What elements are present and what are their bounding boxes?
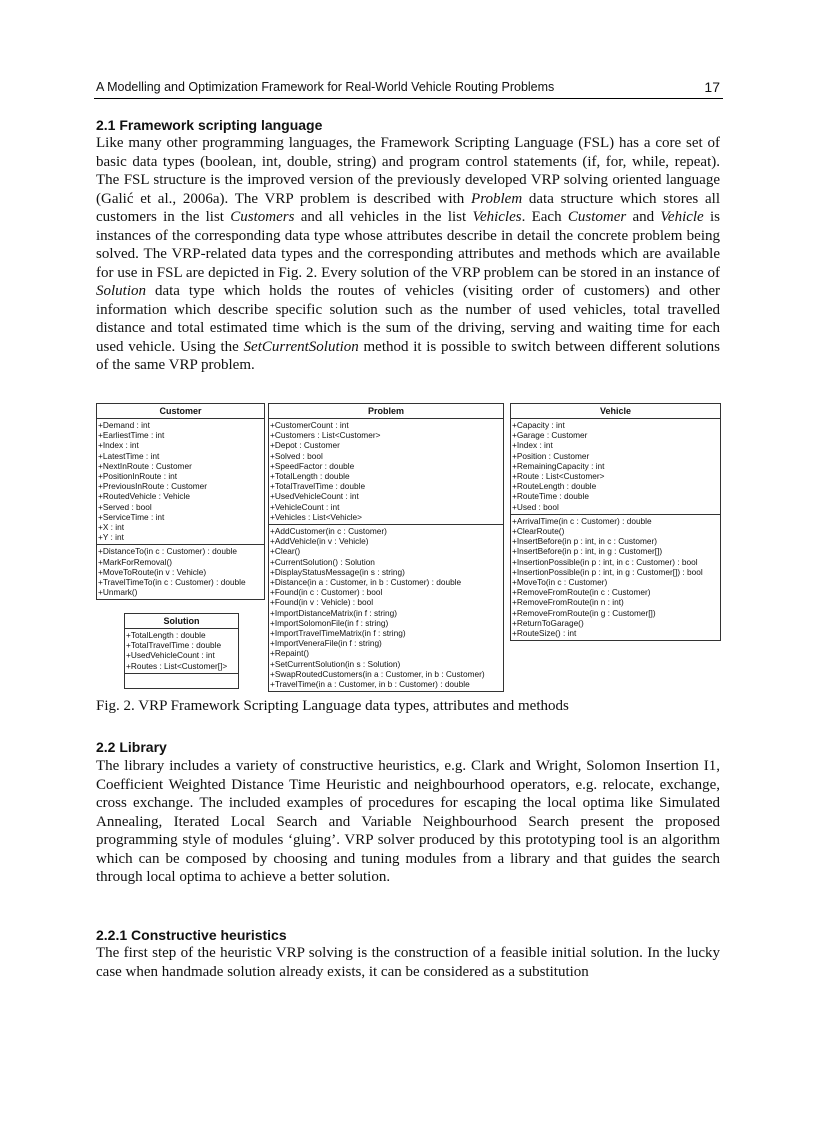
method: +AddVehicle(in v : Vehicle) — [270, 536, 369, 547]
method: +ImportSolomonFile(in f : string) — [270, 617, 389, 628]
text-run: The library includes a variety of constructive heuristics, e.g. Clark and Wright, Solomon Insertion I1, Coefficient Weighted Distance Time Heuristic and neighbourhood operators, e.g. relocate, exchange, cross exchange. The included examples of procedures for escaping the local optima like Simulated Annealing, Iterated Local Search and Variable Neighbourhood Search present the proposed programming style of modules ‘gluing’. VRP solver produced by this prototyping tool is an algorithm which can be composed by choosing and tuning modules from a library and that guides the search through local optima to achieve a better solution. — [96, 758, 720, 885]
method: +Clear() — [270, 546, 301, 557]
header-title: A Modelling and Optimization Framework for Real-World Vehicle Routing Problems — [96, 80, 555, 94]
method: +SetCurrentSolution(in s : Solution) — [270, 658, 401, 669]
italic-term: Solution — [96, 283, 147, 299]
attribute: +Capacity : int — [512, 420, 565, 430]
class-name: Customer — [97, 404, 264, 419]
class-attributes — [97, 419, 264, 545]
method: +RouteSize() : int — [512, 628, 577, 639]
attribute: +Route : List<Customer> — [512, 471, 605, 482]
class-methods — [269, 525, 503, 691]
method: +RemoveFromRoute(in n : int) — [512, 597, 624, 608]
class-methods — [511, 515, 720, 640]
method: +CurrentSolution() : Solution — [270, 556, 375, 567]
italic-term: Customers — [230, 209, 295, 225]
method: +ImportVeneraFile(in f : string) — [270, 638, 382, 649]
method: +InsertionPossible(in p : int, in g : Customer[]) : bool — [512, 566, 703, 577]
paragraph-library — [96, 757, 720, 887]
class-box-solution — [124, 613, 239, 689]
method: +Found(in v : Vehicle) : bool — [270, 597, 374, 608]
italic-term: SetCurrentSolution — [243, 338, 359, 355]
method: +Found(in c : Customer) : bool — [270, 587, 383, 598]
attribute: +TotalLength : double — [126, 630, 206, 640]
text-run: is instances of the corresponding data type whose attributes describe in detail the concrete problem being solved. The VRP-related data types and the corresponding attributes and methods which are available for use in FSL are depicted in Fig. 2. Every solution of the VRP problem can be stored in an instance of — [96, 209, 720, 281]
section-heading-2-2-1: 2.2.1 Constructive heuristics — [96, 927, 287, 943]
attribute: +TotalLength : double — [270, 471, 350, 482]
attribute: +RoutedVehicle : Vehicle — [98, 491, 191, 502]
paragraph-fsl — [96, 134, 720, 375]
method: +DisplayStatusMessage(in s : string) — [270, 566, 405, 577]
class-name: Vehicle — [511, 404, 720, 419]
attribute: +PositionInRoute : int — [98, 471, 178, 482]
attribute: +RouteTime : double — [512, 491, 589, 502]
paragraph-constructive — [96, 944, 720, 981]
class-name: Problem — [269, 404, 503, 419]
class-attributes — [269, 419, 503, 525]
italic-term: Problem — [471, 190, 523, 207]
attribute: +Customers : List<Customer> — [270, 430, 381, 441]
italic-term: Vehicles — [472, 209, 522, 225]
attribute: +CustomerCount : int — [270, 420, 349, 430]
method: +ImportDistanceMatrix(in f : string) — [270, 607, 398, 618]
attribute: +Solved : bool — [270, 450, 323, 461]
class-methods — [125, 674, 238, 688]
class-attributes — [511, 419, 720, 515]
running-header — [96, 80, 722, 94]
class-box-customer — [96, 403, 265, 600]
attribute: +SpeedFactor : double — [270, 460, 355, 471]
attribute: +Routes : List<Customer[]> — [126, 660, 228, 671]
attribute: +RouteLength : double — [512, 481, 597, 492]
text-run: The first step of the heuristic VRP solving is the construction of a feasible initial solution. In the lucky case when handmade solution already exists, it can be considered as a substitution — [96, 945, 720, 980]
section-heading-2-1: 2.1 Framework scripting language — [96, 117, 323, 133]
attribute: +PreviousInRoute : Customer — [98, 481, 208, 492]
attribute: +Index : int — [512, 440, 553, 451]
attribute: +NextInRoute : Customer — [98, 460, 192, 471]
italic-term: Vehicle — [660, 209, 704, 225]
attribute: +X : int — [98, 522, 125, 533]
page-number: 17 — [704, 79, 720, 95]
method: +MoveTo(in c : Customer) — [512, 577, 608, 588]
text-run: and — [626, 209, 661, 225]
attribute: +Demand : int — [98, 420, 150, 430]
header-rule — [94, 98, 723, 99]
text-run: . Each — [521, 209, 568, 225]
attribute: +UsedVehicleCount : int — [126, 650, 215, 661]
attribute: +Served : bool — [98, 501, 152, 512]
method: +TravelTime(in a : Customer, in b : Customer) : double — [270, 679, 470, 690]
attribute: +Depot : Customer — [270, 440, 340, 451]
class-box-problem — [268, 403, 504, 692]
attribute: +Used : bool — [512, 501, 559, 512]
method: +SwapRoutedCustomers(in a : Customer, in b : Customer) — [270, 668, 485, 679]
class-methods — [97, 545, 264, 599]
attribute: +VehicleCount : int — [270, 501, 340, 512]
method: +Unmark() — [98, 587, 138, 598]
attribute: +TotalTravelTime : double — [270, 481, 366, 492]
text-run: Like many other programming languages, the Framework Scripting Language (FSL) has a core set of basic data types (boolean, int, double, string) and program control statements (if, for, while, repeat). The FSL structure is the improved version of the previously developed VRP solving oriented language (Galić et al., 2006a). The VRP problem is described with — [96, 135, 720, 207]
method: +RemoveFromRoute(in c : Customer) — [512, 587, 651, 598]
attribute: +EarliestTime : int — [98, 430, 165, 441]
text-run: data type which holds the routes of vehicles (visiting order of customers) and other information which describe specific solution such as the number of used vehicles, total travelled distance and total estimated time which is the sum of the driving, serving and waiting time for each used vehicle. Using the — [96, 283, 720, 355]
attribute: +Position : Customer — [512, 450, 590, 461]
attribute: +Garage : Customer — [512, 430, 588, 441]
text-run: data structure which stores all customers in the list — [96, 190, 720, 225]
attribute: +Index : int — [98, 440, 139, 451]
method: +ReturnToGarage() — [512, 617, 584, 628]
attribute: +TotalTravelTime : double — [126, 640, 222, 651]
attribute: +ServiceTime : int — [98, 511, 165, 522]
method: +InsertBefore(in p : int, in g : Customer[]) — [512, 546, 663, 557]
method: +ClearRoute() — [512, 526, 565, 537]
method: +Repaint() — [270, 648, 309, 659]
attribute: +Y : int — [98, 532, 124, 543]
method: +InsertBefore(in p : int, in c : Customer) — [512, 536, 658, 547]
method: +MoveToRoute(in v : Vehicle) — [98, 566, 207, 577]
section-heading-2-2: 2.2 Library — [96, 739, 167, 755]
method: +TravelTimeTo(in c : Customer) : double — [98, 577, 246, 588]
attribute: +Vehicles : List<Vehicle> — [270, 511, 363, 522]
class-attributes — [125, 629, 238, 674]
method: +ArrivalTime(in c : Customer) : double — [512, 515, 652, 526]
class-name: Solution — [125, 614, 238, 629]
attribute: +LatestTime : int — [98, 450, 160, 461]
method: +DistanceTo(in c : Customer) : double — [98, 546, 238, 557]
attribute: +UsedVehicleCount : int — [270, 491, 359, 502]
attribute: +RemainingCapacity : int — [512, 460, 605, 471]
method: +ImportTravelTimeMatrix(in f : string) — [270, 628, 406, 639]
method: +AddCustomer(in c : Customer) — [270, 526, 387, 537]
method: +RemoveFromRoute(in g : Customer[]) — [512, 607, 656, 618]
class-box-vehicle — [510, 403, 721, 641]
text-run: and all vehicles in the list — [294, 209, 473, 225]
method: +Distance(in a : Customer, in b : Customer) : double — [270, 577, 462, 588]
text-run: method it is possible to switch between different solutions of the same VRP problem. — [96, 338, 720, 373]
italic-term: Customer — [567, 209, 627, 225]
method: +InsertionPossible(in p : int, in c : Customer) : bool — [512, 556, 698, 567]
figure-caption: Fig. 2. VRP Framework Scripting Language data types, attributes and methods — [96, 698, 569, 714]
method: +MarkForRemoval() — [98, 556, 172, 567]
